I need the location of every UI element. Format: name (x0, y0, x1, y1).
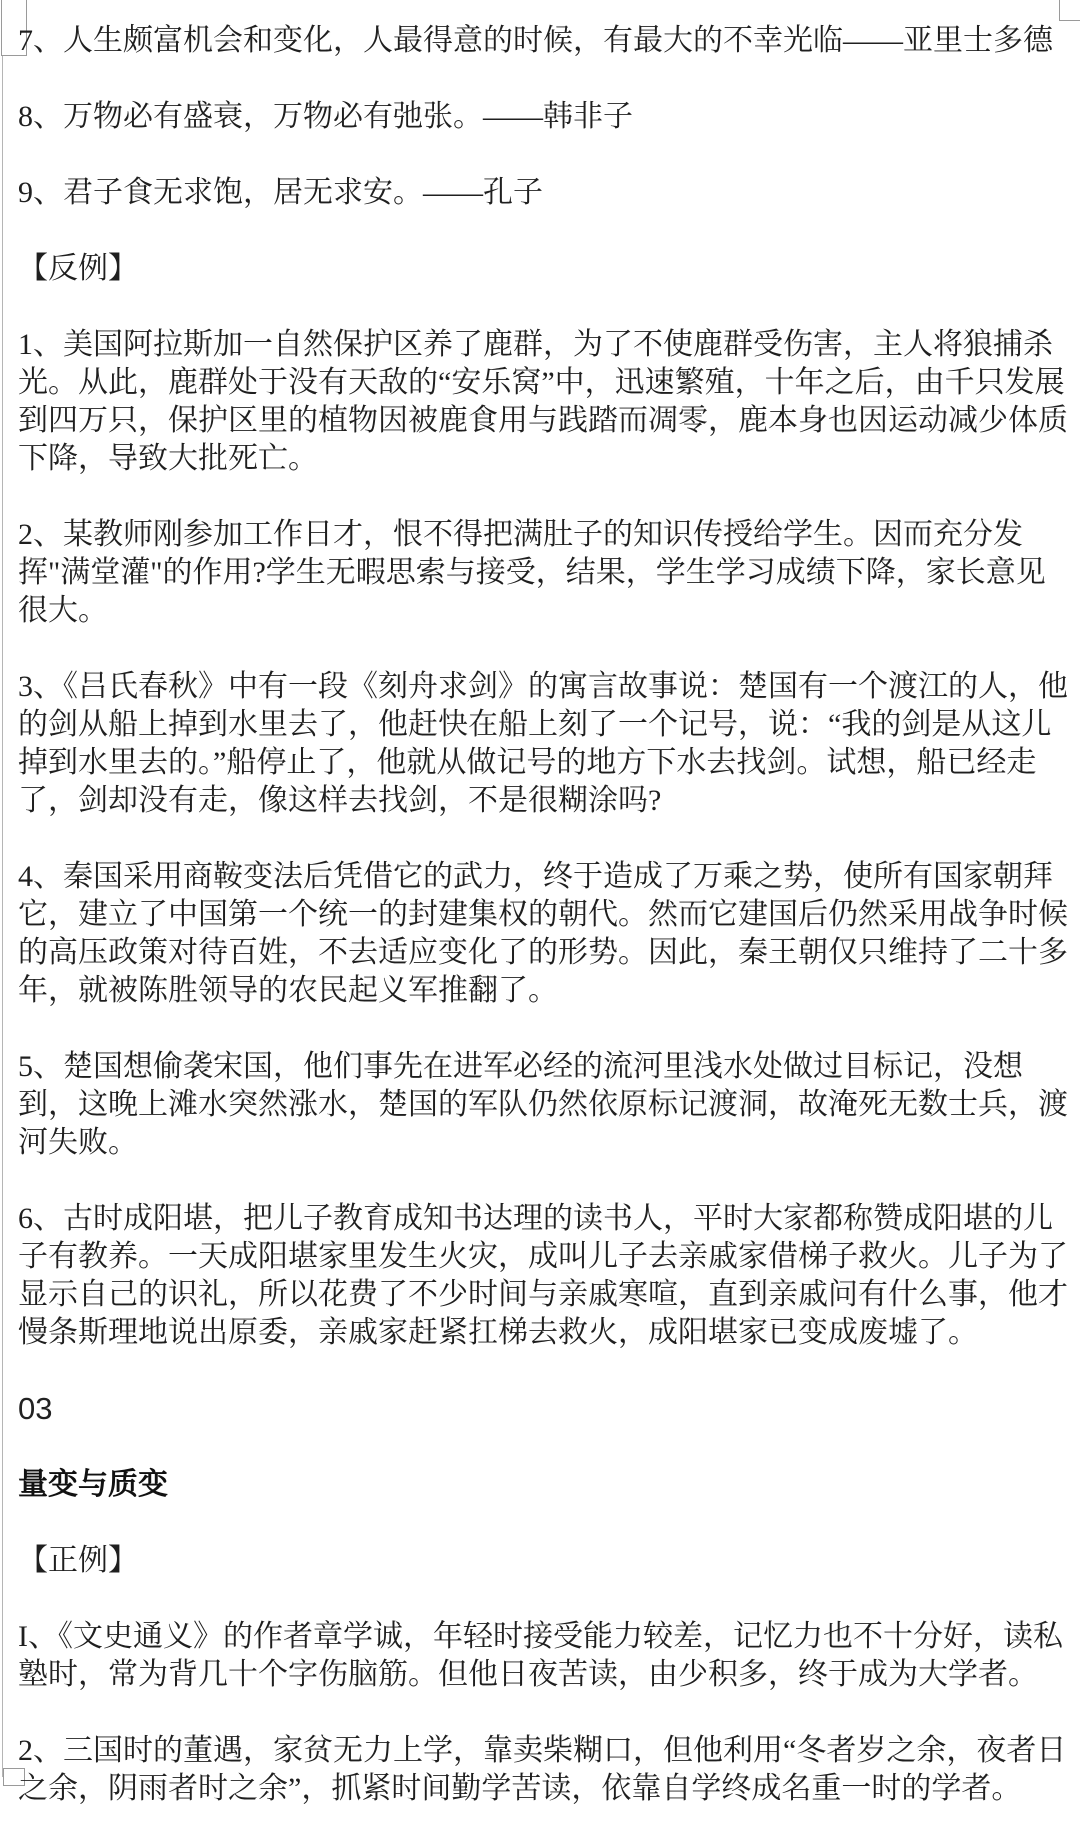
quote-item-8: 8、万物必有盛衰，万物必有弛张。——韩非子 (18, 100, 633, 133)
document-content (18, 22, 1070, 1846)
positive-example-item-1: I、《文史通义》的作者章学诚，年轻时接受能力较差，记忆力也不十分好，读私塾时，常为背几十个字伤脑筋。但他日夜苦读，由少积多，终于成为大学者。 (18, 1620, 1063, 1691)
crop-corner-top-right (1059, 0, 1080, 21)
page-left-border (2, 0, 3, 1777)
counterexample-item-4: 4、秦国采用商鞍变法后凭借它的武力，终于造成了万乘之势，使所有国家朝拜它，建立了中国第一个统一的封建集权的朝代。然而它建国后仍然采用战争时候的高压政策对待百姓，不去适应变化了的形势。因此，秦王朝仅只维持了二十多年，就被陈胜领导的农民起义军推翻了。 (18, 860, 1068, 1007)
section-title: 量变与质变 (18, 1468, 168, 1501)
counterexample-item-2: 2、某教师刚参加工作日才，恨不得把满肚子的知识传授给学生。因而充分发挥"满堂灌"的作用?学生无暇思索与接受，结果，学生学习成绩下降，家长意见很大。 (18, 518, 1046, 627)
section-number: 03 (18, 1391, 53, 1426)
counterexample-item-3: 3、《吕氏春秋》中有一段《刻舟求剑》的寓言故事说：楚国有一个渡江的人，他的剑从船上掉到水里去了，他赶快在船上刻了一个记号，说：“我的剑是从这儿掉到水里去的。”船停止了，他就从做记号的地方下水去找剑。试想，船已经走了，剑却没有走，像这样去找剑，不是很糊涂吗? (18, 670, 1068, 817)
counterexample-item-6: 6、古时成阳堪，把儿子教育成知书达理的读书人，平时大家都称赞成阳堪的儿子有教养。一天成阳堪家里发生火灾，成叫儿子去亲戚家借梯子救火。儿子为了显示自己的识礼，所以花费了不少时间与亲戚寒喧，直到亲戚问有什么事，他才慢条斯理地说出原委，亲戚家赶紧扛梯去救火，成阳堪家已变成废墟了。 (18, 1202, 1068, 1349)
positive-examples-heading: 【正例】 (18, 1544, 138, 1577)
positive-example-item-2: 2、三国时的董遇，家贫无力上学，靠卖柴糊口，但他利用“冬者岁之余，夜者日之余，阴雨者时之余”，抓紧时间勤学苦读，依靠自学终成名重一时的学者。 (18, 1734, 1067, 1805)
counterexamples-heading: 【反例】 (18, 252, 138, 285)
quote-item-9: 9、君子食无求饱，居无求安。——孔子 (18, 176, 543, 209)
counterexample-item-1: 1、美国阿拉斯加一自然保护区养了鹿群，为了不使鹿群受伤害，主人将狼捕杀光。从此，鹿群处于没有天敌的“安乐窝”中，迅速繁殖，十年之后，由千只发展到四万只，保护区里的植物因被鹿食用与践踏而凋零，鹿本身也因运动减少体质下降，导致大批死亡。 (18, 328, 1068, 475)
quote-item-7: 7、人生颇富机会和变化，人最得意的时候，有最大的不幸光临——亚里士多德 (18, 24, 1053, 57)
counterexample-item-5: 5、楚国想偷袭宋国，他们事先在进军必经的流河里浅水处做过目标记，没想到，这晚上滩水突然涨水，楚国的军队仍然依原标记渡洞，故淹死无数士兵，渡河失败。 (18, 1050, 1068, 1159)
